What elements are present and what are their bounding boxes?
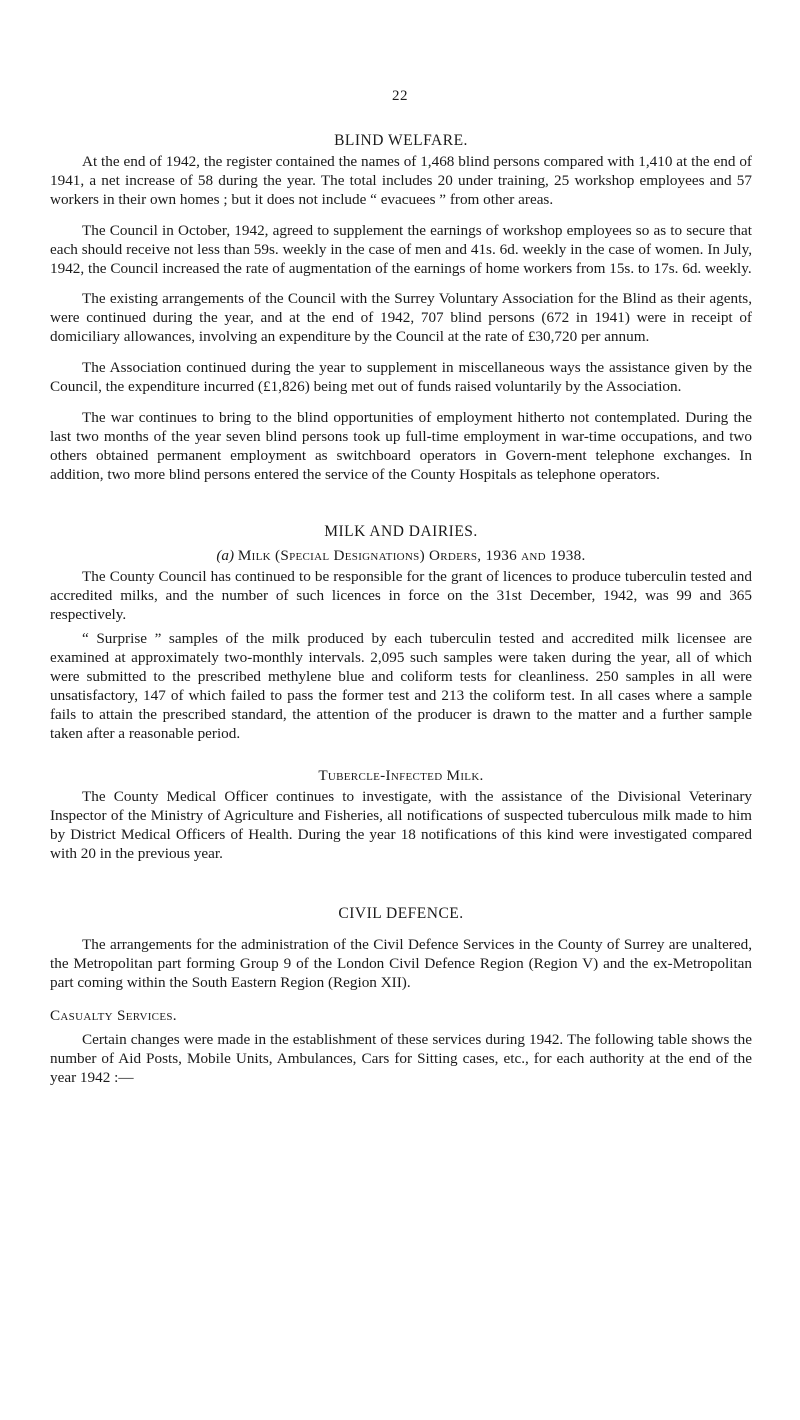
document-body: [50, 86, 752, 1087]
milk-paragraph-1: The County Council has continued to be responsible for the grant of licences to produce tuberculin tested and accredited milks, and the number of such licences in force on the 31st December, 1942, was 99 and 365 respectively.: [50, 568, 752, 623]
milk-paragraph-3: The County Medical Officer continues to investigate, with the assistance of the Divisional Veterinary Inspector of the Ministry of Agriculture and Fisheries, all notifications of suspected tuberculous milk made to him by District Medical Officers of Health. During the year 18 notifications of this kind were investigated compared with 20 in the previous year.: [50, 788, 752, 862]
blind-paragraph-4: The Association continued during the year to supplement in miscellaneous ways the assistance given by the Council, the expenditure incurred (£1,826) being met out of funds raised voluntarily by the Association.: [50, 359, 752, 395]
blind-welfare-section: [50, 131, 752, 484]
blind-paragraph-2: The Council in October, 1942, agreed to supplement the earnings of workshop employees so as to secure that each should receive not less than 59s. weekly in the case of men and 41s. 6d. weekly in the case of women. In July, 1942, the Council increased the rate of augmentation of the earnings of home workers from 15s. to 17s. 6d. weekly.: [50, 222, 752, 277]
milk-dairies-section: [50, 522, 752, 863]
casualty-services-subheading: Casualty Services.: [50, 1007, 177, 1024]
blind-paragraph-5: The war continues to bring to the blind opportunities of employment hitherto not contemplated. During the last two months of the year seven blind persons took up full-time employment in war-time occupations, and two others obtained permanent employment as switchboard operators in Govern-ment telephone exchanges. In addition, two more blind persons entered the service of the County Hospitals as telephone operators.: [50, 409, 752, 483]
tubercle-milk-subheading: Tubercle-Infected Milk.: [318, 767, 484, 784]
blind-paragraph-3: The existing arrangements of the Council with the Surrey Voluntary Association for the Blind as their agents, were continued during the year, and at the end of 1942, 707 blind persons (672 in 1941) were in receipt of domiciliary allowances, involving an expenditure by the Council at the rate of £30,720 per annum.: [50, 290, 752, 345]
milk-dairies-heading: MILK AND DAIRIES.: [324, 523, 478, 540]
blind-welfare-heading: BLIND WELFARE.: [334, 132, 468, 149]
civil-paragraph-2: Certain changes were made in the establishment of these services during 1942. The following table shows the number of Aid Posts, Mobile Units, Ambulances, Cars for Sitting cases, etc., for each authority at the end of the year 1942 :—: [50, 1031, 752, 1086]
blind-paragraph-1: At the end of 1942, the register contained the names of 1,468 blind persons compared with 1,410 at the end of 1941, a net increase of 58 during the year. The total includes 20 under training, 25 workshop employees and 57 workers in their own homes ; but it does not include “ evacuees ” from other areas.: [50, 153, 752, 208]
civil-defence-section: [50, 904, 752, 1087]
milk-orders-title: Milk (Special Designations) Orders, 1936 and 1938.: [237, 547, 586, 564]
milk-orders-subheading: [50, 546, 752, 565]
milk-paragraph-2: “ Surprise ” samples of the milk produced by each tuberculin tested and accredited milk licensee are examined at approximately two-monthly intervals. 2,095 such samples were taken during the year, all of which were submitted to the prescribed methylene blue and coliform tests for cleanliness. 250 samples in all were unsatisfactory, 147 of which failed to pass the former test and 213 the coliform test. In all cases where a sample fails to attain the prescribed standard, the attention of the producer is drawn to the matter and a further sample taken after a reasonable period.: [50, 630, 752, 742]
page-number: 22: [392, 88, 408, 104]
civil-defence-heading: CIVIL DEFENCE.: [338, 905, 464, 922]
civil-paragraph-1: The arrangements for the administration of the Civil Defence Services in the County of Surrey are unaltered, the Metropolitan part forming Group 9 of the London Civil Defence Region (Region V) and the ex-Metropolitan part coming within the South Eastern Region (Region XII).: [50, 936, 752, 991]
milk-orders-prefix: (a): [216, 547, 235, 564]
